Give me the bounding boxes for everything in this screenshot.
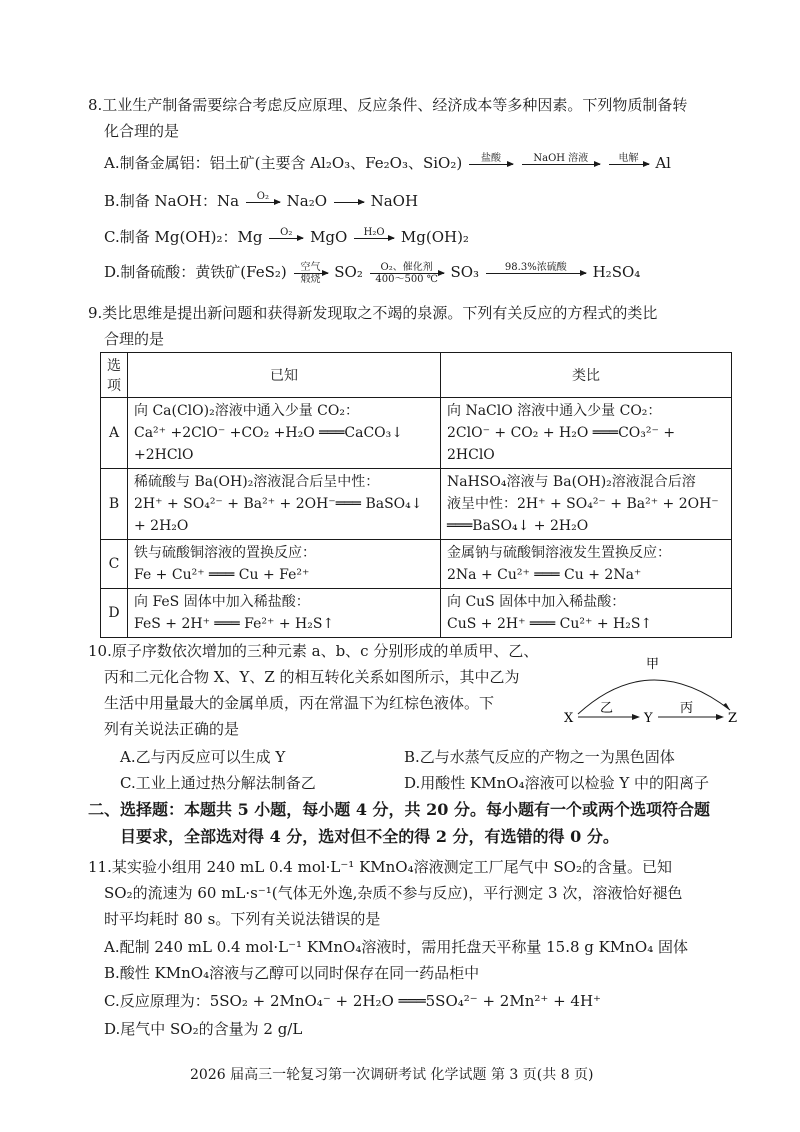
reaction-arrow: O₂、催化剂 400～500 ℃: [370, 262, 444, 285]
table-row: C 铁与硫酸铜溶液的置换反应： Fe + Cu²⁺ ═══ Cu + Fe²⁺ 金属钠与硫酸铜溶液发生置换反应： 2Na + Cu²⁺ ═══ Cu + 2Na⁺: [101, 540, 732, 589]
q8-option-c: C.制备 Mg(OH)₂：Mg O₂ MgO H₂O Mg(OH)₂: [104, 226, 469, 250]
q10-conversion-diagram: [560, 652, 750, 732]
q8-stem-line1: 8.工业生产制备需要综合考虑反应原理、反应条件、经济成本等多种因素。下列物质制备转: [88, 96, 688, 114]
q10-stem-line3: 生活中用量最大的金属单质，丙在常温下为红棕色液体。下: [104, 694, 495, 712]
q11-stem-line3: 时平均耗时 80 s。下列有关说法错误的是: [104, 910, 381, 928]
table-header-analog: 类比: [441, 353, 732, 398]
q11-option-d: D.尾气中 SO₂的含量为 2 g/L: [104, 1020, 303, 1038]
reaction-arrow: O₂: [246, 191, 280, 214]
reaction-arrow: 电解: [609, 153, 649, 176]
q11-option-a: A.配制 240 mL 0.4 mol·L⁻¹ KMnO₄溶液时，需用托盘天平称量 15.8 g KMnO₄ 固体: [104, 938, 688, 956]
q10-option-a: A.乙与丙反应可以生成 Y: [120, 748, 286, 766]
q11-stem-line1: 11.某实验小组用 240 mL 0.4 mol·L⁻¹ KMnO₄溶液测定工厂尾气中 SO₂的含量。已知: [88, 858, 672, 876]
q10-stem-line1: 10.原子序数依次增加的三种元素 a、b、c 分别形成的单质甲、乙、: [88, 642, 539, 660]
diagram-label-jia: 甲: [646, 657, 660, 672]
table-header-known: 已知: [128, 353, 441, 398]
q11-option-c: C.反应原理为：5SO₂ + 2MnO₄⁻ + 2H₂O ═══5SO₄²⁻ + 2Mn²⁺ + 4H⁺: [104, 992, 601, 1010]
diagram-label-yi: 乙: [600, 701, 614, 716]
q9-analogy-table: [100, 352, 732, 638]
q8-a-product: Al: [655, 154, 671, 172]
reaction-arrow: 98.3%浓硫酸: [486, 262, 586, 285]
table-row: A 向 Ca(ClO)₂溶液中通入少量 CO₂： Ca²⁺ +2ClO⁻ +CO₂ +H₂O ═══CaCO₃↓ +2HClO 向 NaClO 溶液中通入少量 CO₂： 2ClO⁻ + CO₂ + H₂O ═══CO₃²⁻ + 2HClO: [101, 398, 732, 469]
q8-option-b: B.制备 NaOH：Na O₂ Na₂O NaOH: [104, 190, 418, 214]
q10-option-c: C.工业上通过热分解法制备乙: [120, 774, 316, 792]
reaction-arrow: O₂: [269, 227, 303, 250]
q9-stem-line1: 9.类比思维是提出新问题和获得新发现取之不竭的泉源。下列有关反应的方程式的类比: [88, 304, 658, 322]
reaction-arrow: 空气 煅烧: [294, 262, 328, 285]
q11-option-b: B.酸性 KMnO₄溶液与乙醇可以同时保存在同一药品柜中: [104, 964, 480, 982]
reaction-arrow: NaOH 溶液: [522, 153, 600, 176]
diagram-node-y: Y: [644, 711, 653, 726]
reaction-arrow: H₂O: [354, 227, 394, 250]
diagram-node-x: X: [564, 711, 574, 726]
section2-heading-line1: 二、选择题：本题共 5 小题，每小题 4 分，共 20 分。每小题有一个或两个选项符合题: [88, 800, 710, 819]
q8-option-d: D.制备硫酸：黄铁矿(FeS₂) 空气 煅烧 SO₂ O₂、催化剂 400～500 ℃ SO₃ 98.3%浓硫酸 H₂SO₄: [104, 261, 641, 285]
page-footer: 2026 届高三一轮复习第一次调研考试 化学试题 第 3 页(共 8 页): [190, 1067, 594, 1083]
q10-option-d: D.用酸性 KMnO₄溶液可以检验 Y 中的阳离子: [404, 774, 710, 792]
q10-stem-line4: 列有关说法正确的是: [104, 720, 240, 738]
q8-a-text: A.制备金属铝：铝土矿(主要含 Al₂O₃、Fe₂O₃、SiO₂): [104, 154, 463, 172]
table-row: B 稀硫酸与 Ba(OH)₂溶液混合后呈中性： 2H⁺ + SO₄²⁻ + Ba²⁺ + 2OH⁻═══ BaSO₄↓ + 2H₂O NaHSO₄溶液与 Ba(OH)₂溶液混合后溶 液呈中性：2H⁺ + SO₄²⁻ + Ba²⁺ + 2OH⁻ ═══BaSO₄↓ + 2H₂O: [101, 469, 732, 540]
q8-option-a: [104, 152, 671, 176]
reaction-arrow: 盐酸: [469, 153, 513, 176]
q10-stem-line2: 丙和二元化合物 X、Y、Z 的相互转化关系如图所示，其中乙为: [104, 668, 520, 686]
q9-stem-line2: 合理的是: [104, 330, 165, 348]
diagram-node-z: Z: [728, 711, 738, 726]
reaction-arrow: [334, 191, 364, 214]
diagram-label-bing: 丙: [680, 701, 694, 716]
section2-heading-line2: 目要求，全部选对得 4 分，选对但不全的得 2 分，有选错的得 0 分。: [120, 827, 619, 846]
q10-option-b: B.乙与水蒸气反应的产物之一为黑色固体: [404, 748, 675, 766]
table-header-option: 选项: [101, 353, 128, 398]
q8-stem-line2: 化合理的是: [104, 122, 180, 140]
q11-stem-line2: SO₂的流速为 60 mL·s⁻¹(气体无外逸,杂质不参与反应)，平行测定 3 次，溶液恰好褪色: [104, 884, 683, 902]
table-row: D 向 FeS 固体中加入稀盐酸： FeS + 2H⁺ ═══ Fe²⁺ + H₂S↑ 向 CuS 固体中加入稀盐酸： CuS + 2H⁺ ═══ Cu²⁺ + H₂S↑: [101, 589, 732, 638]
